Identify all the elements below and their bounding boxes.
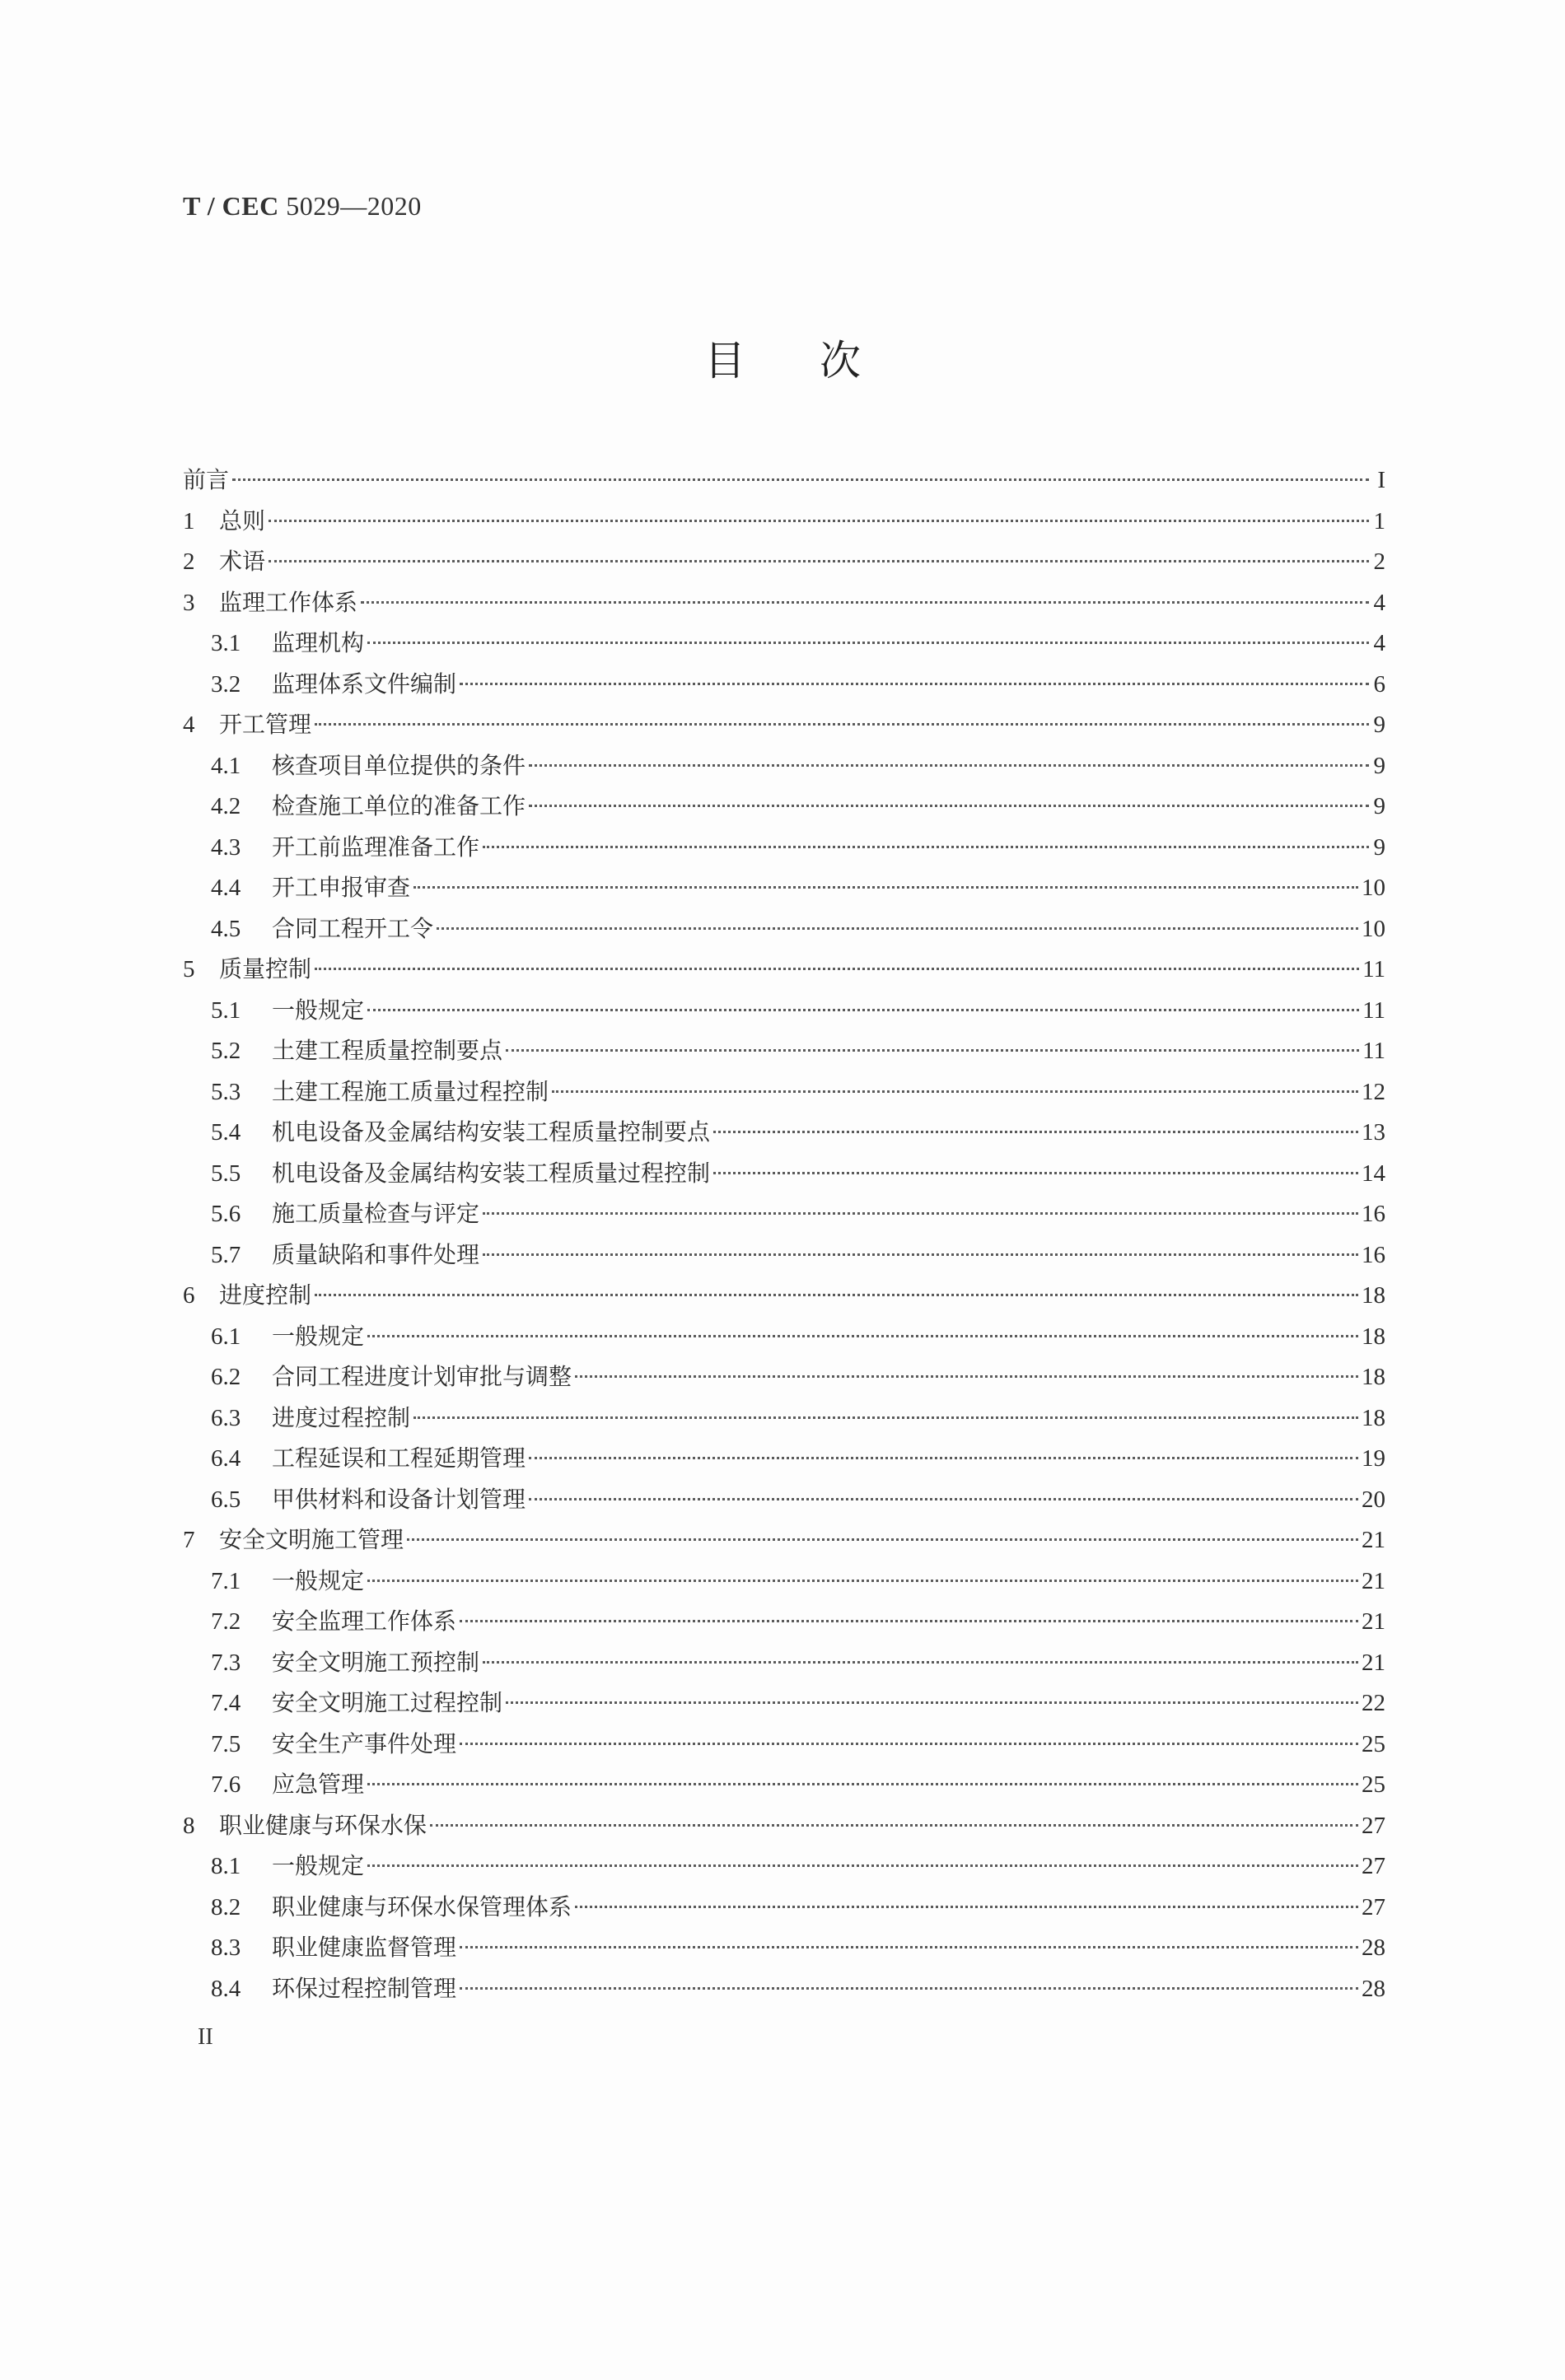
toc-dot-leader: [506, 1701, 1358, 1704]
toc-entry[interactable]: [183, 1846, 1385, 1887]
toc-entry[interactable]: [183, 1968, 1385, 2009]
toc-dot-leader: [367, 1580, 1358, 1582]
toc-entry-label: 职业健康监督管理: [272, 1934, 457, 1961]
toc-entry-number: 6.5: [211, 1486, 241, 1513]
toc-entry[interactable]: [183, 827, 1385, 868]
toc-entry-number: 7: [183, 1527, 195, 1553]
toc-dot-leader: [315, 723, 1369, 726]
toc-entry[interactable]: [183, 1356, 1385, 1398]
toc-entry-page-number: 21: [1362, 1649, 1385, 1676]
toc-dot-leader: [269, 520, 1369, 522]
toc-entry-page-number: 16: [1362, 1241, 1385, 1268]
toc-entry-number: 4.4: [211, 875, 241, 901]
toc-entry-label: 施工质量检查与评定: [272, 1200, 480, 1227]
toc-dot-leader: [361, 601, 1369, 604]
toc-entry-label: 安全监理工作体系: [272, 1608, 457, 1635]
toc-entry-label: 一般规定: [272, 1566, 365, 1594]
toc-entry[interactable]: [183, 1682, 1385, 1724]
toc-entry-number: 8.2: [211, 1893, 241, 1920]
toc-entry-label: 总则: [219, 506, 266, 534]
toc-entry-number: 5.5: [211, 1160, 241, 1187]
page-folio: II: [198, 2024, 213, 2050]
toc-entry-number: 6.3: [211, 1404, 241, 1431]
toc-entry-number: 5.1: [211, 996, 241, 1024]
toc-dot-leader: [713, 1131, 1358, 1133]
toc-entry-number: 7.4: [211, 1690, 241, 1716]
toc-entry[interactable]: [183, 1642, 1385, 1683]
toc-entry-page-number: 21: [1362, 1567, 1385, 1594]
toc-entry[interactable]: [183, 786, 1385, 827]
toc-entry-number: 7.5: [211, 1730, 241, 1757]
toc-dot-leader: [315, 968, 1359, 970]
toc-dot-leader: [407, 1538, 1358, 1541]
toc-dot-leader: [483, 1212, 1358, 1215]
toc-entry[interactable]: [183, 1234, 1385, 1276]
toc-entry-label: 安全文明施工过程控制: [272, 1689, 503, 1716]
toc-dot-leader: [367, 1335, 1358, 1337]
toc-entry-label: 质量控制: [219, 955, 312, 982]
toc-entry-number: 5.2: [211, 1038, 241, 1064]
toc-dot-leader: [367, 642, 1369, 644]
toc-entry-number: 5.6: [211, 1201, 241, 1227]
toc-entry[interactable]: [183, 1764, 1385, 1805]
toc-entry-page-number: 9: [1373, 752, 1385, 779]
toc-entry-number: 8.1: [211, 1853, 241, 1879]
document-code: [183, 191, 422, 222]
toc-entry[interactable]: [183, 1561, 1385, 1602]
toc-entry-page-number: 1: [1373, 507, 1385, 534]
toc-entry[interactable]: [183, 1805, 1385, 1846]
toc-entry-number: 4: [183, 712, 195, 738]
toc-entry-label: 进度控制: [219, 1281, 312, 1309]
toc-dot-leader: [460, 1620, 1358, 1622]
toc-entry-label: 机电设备及金属结构安装工程质量过程控制: [272, 1159, 711, 1187]
toc-entry-label: 监理体系文件编制: [272, 670, 457, 698]
toc-entry-page-number: 18: [1362, 1364, 1385, 1390]
toc-entry[interactable]: [183, 664, 1385, 705]
toc-dot-leader: [529, 805, 1369, 807]
toc-dot-leader: [713, 1172, 1358, 1174]
toc-dot-leader: [437, 927, 1358, 930]
toc-entry[interactable]: [183, 623, 1385, 664]
toc-entry-number: 2: [183, 548, 195, 575]
toc-entry-label: 土建工程施工质量过程控制: [272, 1077, 549, 1105]
toc-dot-leader: [413, 886, 1358, 889]
toc-entry-page-number: 9: [1373, 793, 1385, 819]
toc-entry-number: 5.3: [211, 1078, 241, 1105]
toc-dot-leader: [483, 846, 1369, 848]
table-of-contents: [183, 460, 1385, 2009]
toc-dot-leader: [367, 1009, 1359, 1011]
toc-entry-page-number: 18: [1362, 1282, 1385, 1309]
toc-entry-page-number: 10: [1362, 875, 1385, 901]
toc-entry-label: 甲供材料和设备计划管理: [272, 1485, 526, 1513]
toc-entry-label: 一般规定: [272, 1322, 365, 1350]
toc-entry[interactable]: [183, 1275, 1385, 1316]
toc-entry[interactable]: [183, 704, 1385, 745]
toc-entry-label: 开工前监理准备工作: [272, 833, 480, 861]
toc-entry-number: 4.5: [211, 915, 241, 942]
toc-dot-leader: [575, 1906, 1358, 1908]
toc-entry-page-number: 28: [1362, 1934, 1385, 1961]
toc-dot-leader: [460, 1743, 1358, 1745]
toc-entry-label: 核查项目单位提供的条件: [272, 751, 526, 779]
toc-entry[interactable]: [183, 1519, 1385, 1561]
toc-entry[interactable]: [183, 867, 1385, 908]
toc-entry-label: 检查施工单位的准备工作: [272, 792, 526, 819]
toc-entry-page-number: 6: [1373, 670, 1385, 698]
toc-entry[interactable]: [183, 949, 1385, 990]
toc-entry-number: 7.6: [211, 1771, 241, 1798]
document-code-prefix: T / CEC: [183, 191, 279, 221]
toc-entry[interactable]: [183, 1887, 1385, 1928]
toc-entry-page-number: 28: [1362, 1975, 1385, 2002]
toc-dot-leader: [232, 478, 1369, 481]
toc-dot-leader: [529, 1457, 1358, 1459]
toc-entry-number: 5.4: [211, 1119, 241, 1146]
toc-entry-number: 7.3: [211, 1649, 241, 1676]
toc-entry-number: 3.2: [211, 670, 241, 698]
toc-entry-page-number: 21: [1362, 1527, 1385, 1553]
toc-entry[interactable]: [183, 541, 1385, 582]
toc-entry[interactable]: [183, 990, 1385, 1031]
toc-entry-label: 质量缺陷和事件处理: [272, 1240, 480, 1268]
toc-entry[interactable]: [183, 1153, 1385, 1194]
toc-entry-label: 合同工程进度计划审批与调整: [272, 1363, 572, 1390]
toc-entry-page-number: 14: [1362, 1160, 1385, 1187]
document-code-number: 5029—2020: [286, 191, 422, 221]
toc-entry-page-number: 25: [1362, 1730, 1385, 1757]
toc-entry-page-number: 9: [1373, 712, 1385, 738]
toc-entry-number: 6.2: [211, 1364, 241, 1390]
toc-dot-leader: [367, 1783, 1358, 1785]
toc-entry-page-number: 11: [1362, 996, 1385, 1024]
toc-entry-label: 应急管理: [272, 1771, 365, 1798]
toc-entry-number: 7.2: [211, 1608, 241, 1635]
toc-entry-page-number: 20: [1362, 1486, 1385, 1513]
toc-entry-number: 4.1: [211, 752, 241, 779]
toc-entry-label: 安全文明施工预控制: [272, 1648, 480, 1676]
toc-dot-leader: [575, 1375, 1358, 1378]
toc-entry-number: 4.3: [211, 833, 241, 861]
toc-dot-leader: [460, 1946, 1358, 1948]
toc-entry[interactable]: [183, 1438, 1385, 1479]
toc-entry[interactable]: [183, 1601, 1385, 1642]
toc-entry-page-number: 4: [1373, 630, 1385, 656]
toc-entry-label: 术语: [219, 548, 266, 575]
toc-entry-page-number: 4: [1373, 589, 1385, 616]
toc-entry[interactable]: [183, 908, 1385, 950]
toc-entry-label: 环保过程控制管理: [272, 1974, 457, 2002]
toc-entry[interactable]: [183, 1927, 1385, 1968]
toc-entry-page-number: 2: [1373, 548, 1385, 575]
toc-entry[interactable]: [183, 1479, 1385, 1520]
toc-dot-leader: [269, 560, 1369, 562]
toc-entry-label: 机电设备及金属结构安装工程质量控制要点: [272, 1118, 711, 1146]
toc-dot-leader: [552, 1090, 1358, 1093]
toc-entry-number: 3: [183, 589, 195, 616]
toc-entry-label: 工程延误和工程延期管理: [272, 1444, 526, 1472]
toc-entry-page-number: 12: [1362, 1078, 1385, 1105]
toc-entry-label: 职业健康与环保水保: [219, 1811, 427, 1839]
toc-entry-number: 7.1: [211, 1567, 241, 1594]
toc-dot-leader: [483, 1253, 1358, 1256]
toc-dot-leader: [460, 1987, 1358, 1990]
toc-dot-leader: [430, 1824, 1358, 1827]
toc-entry-number: 4.2: [211, 793, 241, 819]
toc-entry[interactable]: [183, 1112, 1385, 1153]
toc-entry-page-number: 13: [1362, 1119, 1385, 1146]
toc-title: 目次: [704, 337, 935, 385]
toc-entry-page-number: 25: [1362, 1771, 1385, 1798]
toc-entry[interactable]: [183, 460, 1385, 501]
toc-entry-page-number: 27: [1362, 1812, 1385, 1839]
toc-entry-page-number: 18: [1362, 1323, 1385, 1350]
toc-entry[interactable]: [183, 501, 1385, 542]
toc-entry-page-number: 11: [1362, 1038, 1385, 1064]
toc-entry-label: 合同工程开工令: [272, 914, 434, 942]
toc-entry-page-number: 10: [1362, 915, 1385, 942]
toc-entry[interactable]: [183, 1030, 1385, 1071]
toc-dot-leader: [460, 683, 1369, 685]
toc-entry-page-number: 22: [1362, 1690, 1385, 1716]
toc-entry-label: 职业健康与环保水保管理体系: [272, 1892, 572, 1920]
toc-entry-page-number: 18: [1362, 1404, 1385, 1431]
toc-entry[interactable]: [183, 745, 1385, 786]
toc-dot-leader: [529, 764, 1369, 767]
toc-entry-page-number: I: [1377, 467, 1385, 493]
toc-entry-page-number: 11: [1362, 956, 1385, 982]
toc-dot-leader: [413, 1416, 1358, 1419]
toc-entry-label: 开工申报审查: [272, 874, 411, 901]
toc-entry-label: 前言: [183, 466, 230, 493]
toc-entry-page-number: 16: [1362, 1201, 1385, 1227]
toc-entry-number: 1: [183, 507, 195, 534]
toc-entry-page-number: 9: [1373, 833, 1385, 861]
toc-entry-label: 监理机构: [272, 629, 365, 656]
toc-entry-page-number: 21: [1362, 1608, 1385, 1635]
toc-dot-leader: [529, 1498, 1358, 1500]
toc-entry-label: 进度过程控制: [272, 1403, 411, 1431]
toc-dot-leader: [315, 1294, 1358, 1296]
toc-entry-page-number: 27: [1362, 1853, 1385, 1879]
toc-dot-leader: [506, 1049, 1359, 1052]
toc-entry-page-number: 19: [1362, 1445, 1385, 1472]
toc-dot-leader: [367, 1864, 1358, 1867]
toc-entry[interactable]: [183, 1193, 1385, 1234]
toc-entry-number: 6.4: [211, 1445, 241, 1472]
toc-entry-label: 安全文明施工管理: [219, 1526, 404, 1553]
toc-entry-number: 5.7: [211, 1241, 241, 1268]
toc-entry-number: 6.1: [211, 1323, 241, 1350]
toc-entry-label: 土建工程质量控制要点: [272, 1037, 503, 1064]
toc-entry-label: 一般规定: [272, 996, 365, 1024]
toc-entry-page-number: 27: [1362, 1893, 1385, 1920]
toc-entry-label: 安全生产事件处理: [272, 1729, 457, 1757]
toc-entry-label: 监理工作体系: [219, 588, 358, 616]
toc-entry[interactable]: [183, 1316, 1385, 1357]
toc-entry-number: 8.4: [211, 1975, 241, 2002]
toc-entry-number: 3.1: [211, 630, 241, 656]
toc-entry[interactable]: [183, 582, 1385, 623]
toc-entry-label: 开工管理: [219, 711, 312, 738]
toc-entry[interactable]: [183, 1071, 1385, 1113]
toc-entry[interactable]: [183, 1398, 1385, 1439]
toc-entry-number: 5: [183, 956, 195, 982]
toc-dot-leader: [483, 1661, 1358, 1664]
toc-entry-number: 8: [183, 1812, 195, 1839]
toc-entry[interactable]: [183, 1724, 1385, 1765]
toc-entry-number: 8.3: [211, 1934, 241, 1961]
toc-entry-label: 一般规定: [272, 1852, 365, 1879]
toc-entry-number: 6: [183, 1282, 195, 1309]
